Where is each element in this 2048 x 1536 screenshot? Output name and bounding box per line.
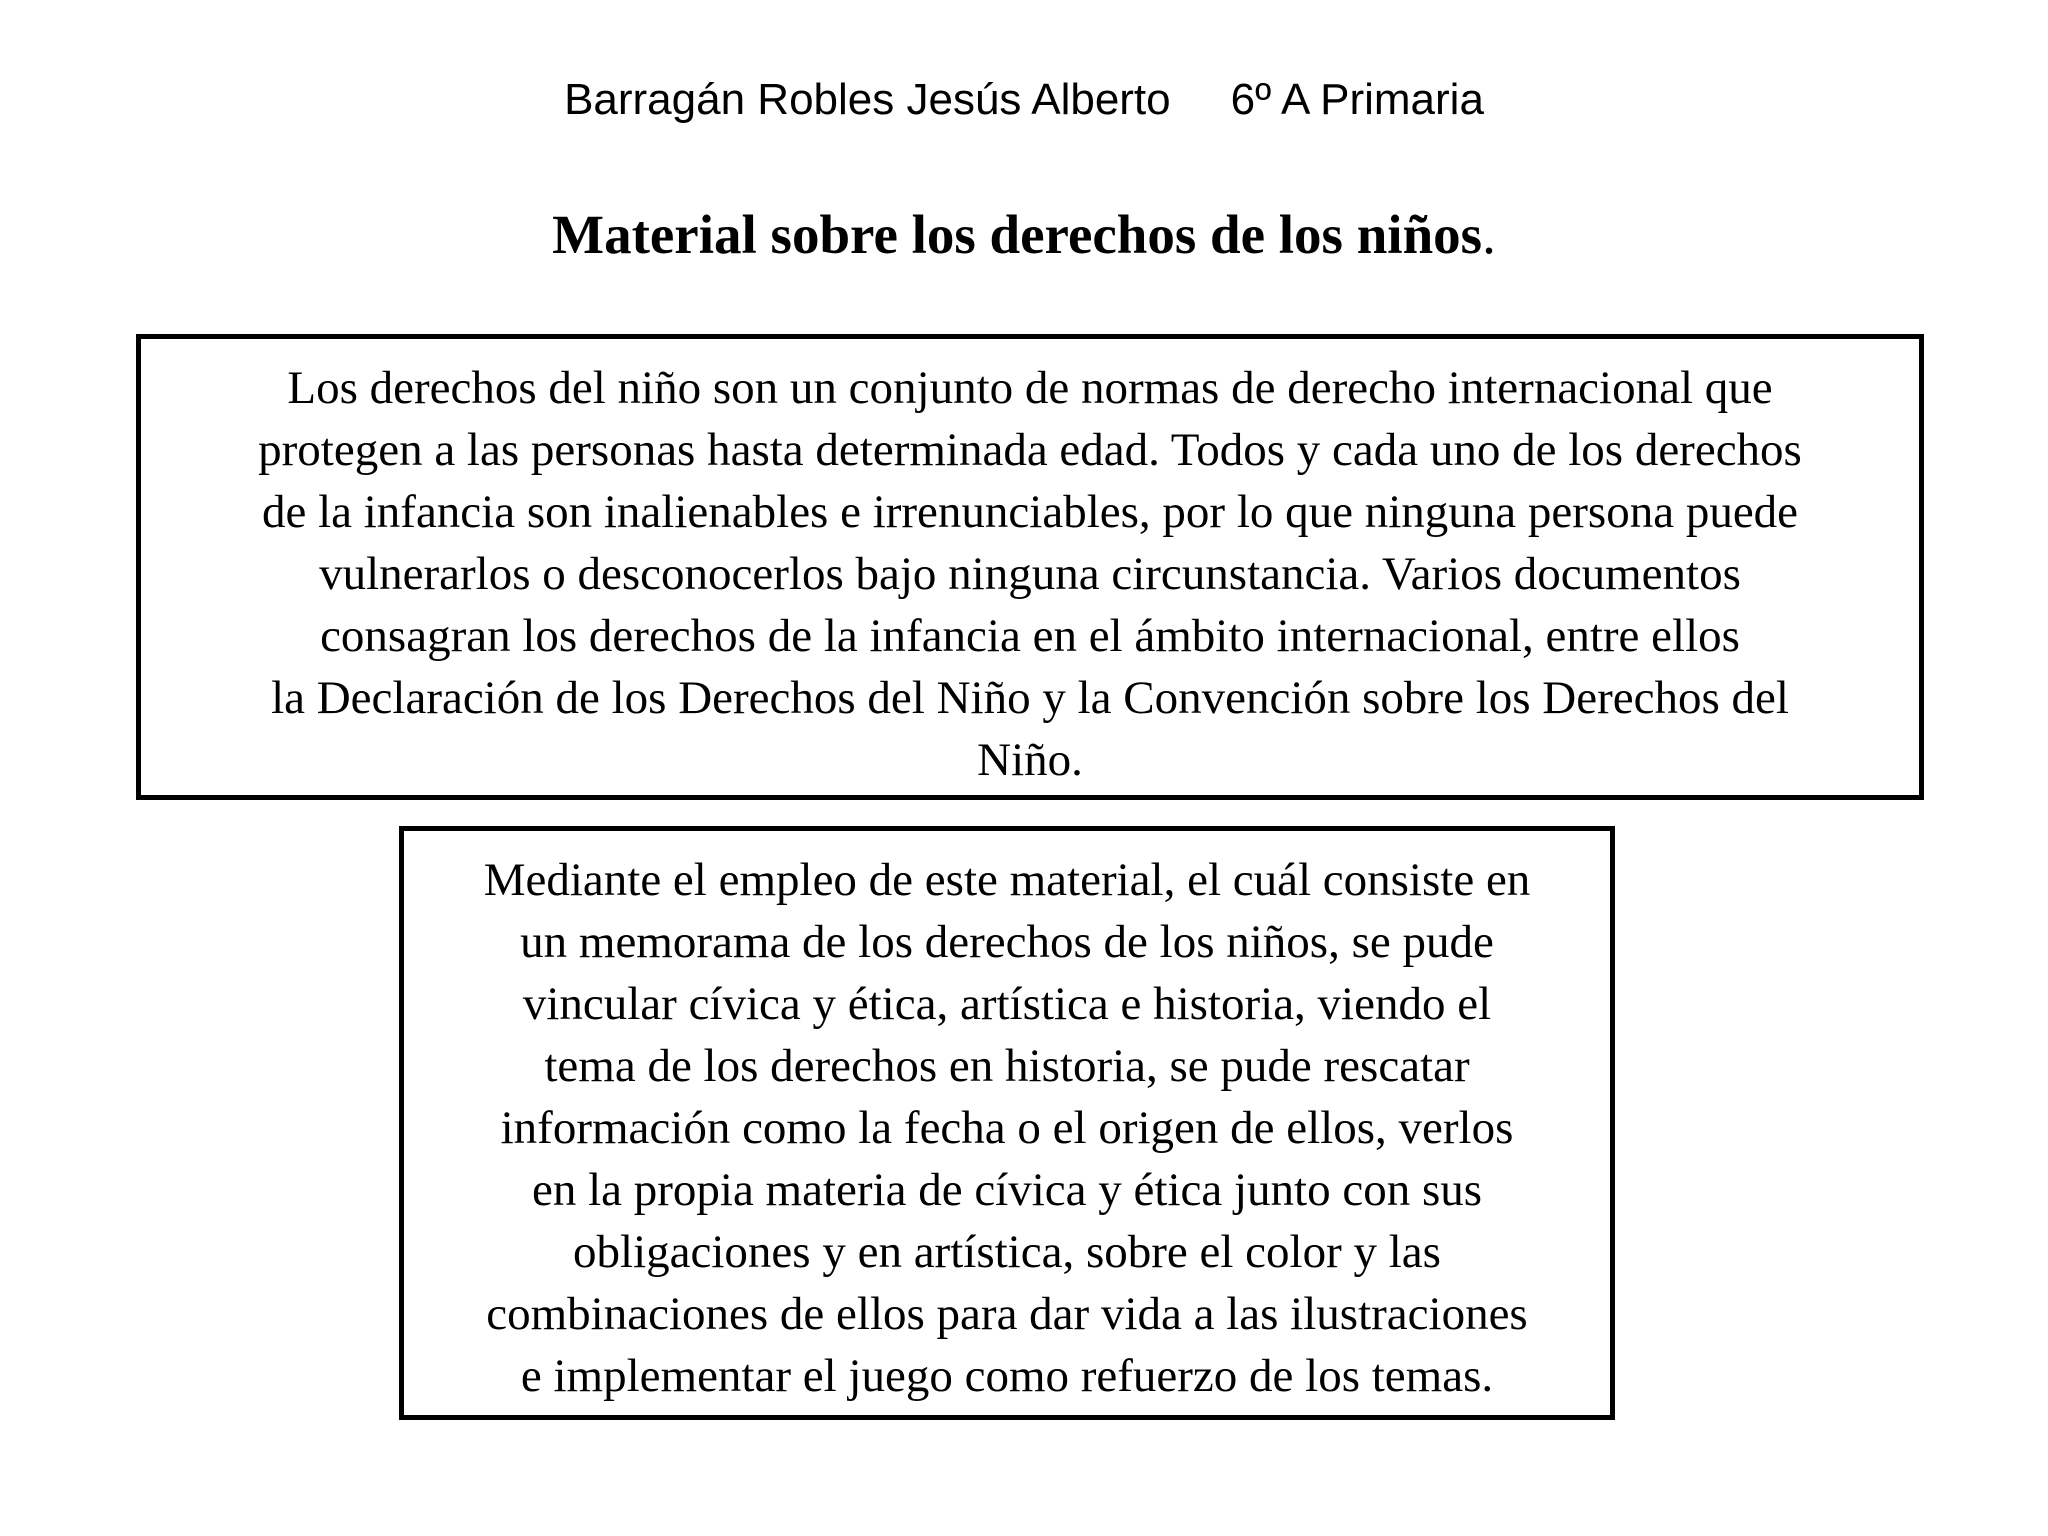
header (0, 70, 2048, 130)
grade-label: 6º A Primaria (1230, 75, 1484, 124)
page-title (0, 200, 2048, 270)
author-name: Barragán Robles Jesús Alberto (564, 75, 1171, 124)
application-text-box: Mediante el empleo de este material, el cuál consiste en un memorama de los derechos de los niños, se pude vincular cívica y ética, artística e historia, viendo el tema de los derechos en historia, se pude rescatar información como la fecha o el origen de ellos, verlos en la propia materia de cívica y ética junto con sus obligaciones y en artística, sobre el color y las combinaciones de ellos para dar vida a las ilustraciones e implementar el juego como refuerzo de los temas. (399, 826, 1615, 1420)
title-period: . (1482, 204, 1496, 265)
title-text: Material sobre los derechos de los niños (552, 204, 1483, 265)
definition-text-box: Los derechos del niño son un conjunto de normas de derecho internacional que protegen a las personas hasta determinada edad. Todos y cada uno de los derechos de la infancia son inalienables e irrenunciables, por lo que ninguna persona puede vulnerarlos o desconocerlos bajo ninguna circunstancia. Varios documentos consagran los derechos de la infancia en el ámbito internacional, entre ellos la Declaración de los Derechos del Niño y la Convención sobre los Derechos del Niño. (136, 334, 1924, 800)
